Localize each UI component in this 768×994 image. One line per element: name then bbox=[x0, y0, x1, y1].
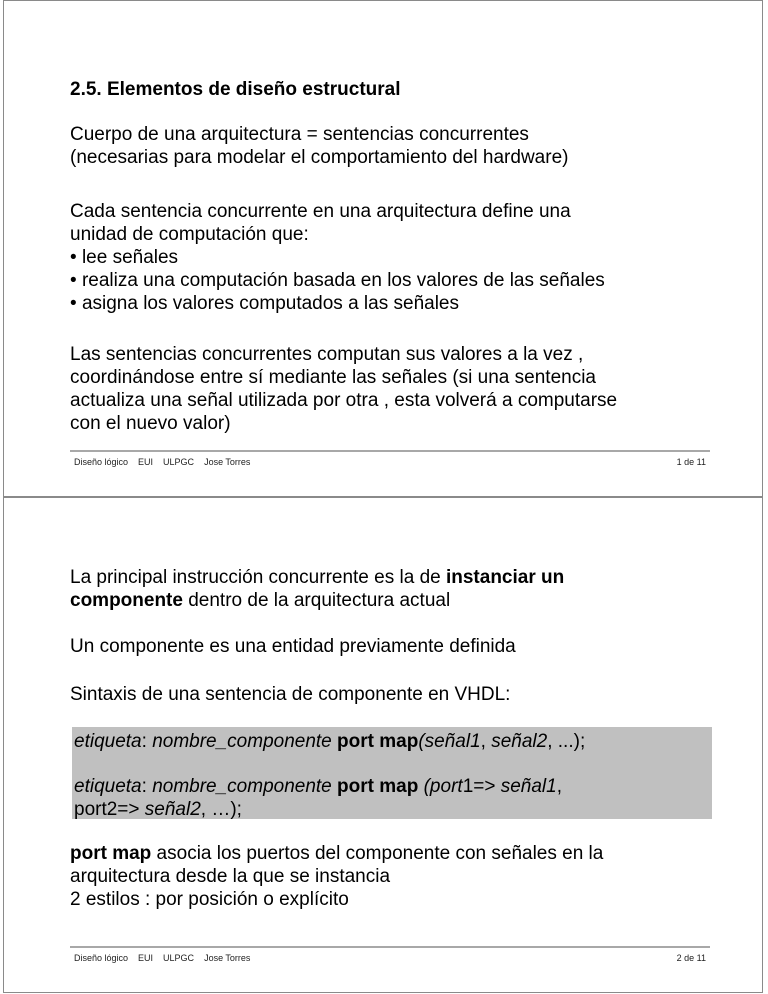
text-line: unidad de computación que: bbox=[70, 224, 309, 245]
paragraph: Sintaxis de una sentencia de componente en VHDL: bbox=[70, 684, 511, 705]
code-sep: : bbox=[141, 731, 153, 752]
text: asocia los puertos del componente con señales en la bbox=[151, 843, 604, 864]
text: dentro de la arquitectura actual bbox=[182, 590, 451, 611]
code-name: nombre_componente bbox=[152, 731, 332, 752]
text-line: coordinándose entre sí mediante las señales (si una sentencia bbox=[70, 367, 596, 388]
text-line: Cuerpo de una arquitectura = sentencias concurrentes bbox=[70, 124, 529, 145]
paragraph bbox=[70, 123, 710, 169]
paragraph bbox=[70, 566, 710, 612]
code-sep: : bbox=[141, 776, 153, 797]
code-arrow: 1=> bbox=[462, 776, 501, 797]
bullet-item bbox=[70, 292, 710, 315]
bold-text: instanciar un bbox=[445, 567, 565, 588]
text-line: con el nuevo valor) bbox=[70, 413, 231, 434]
page-number: 1 de 11 bbox=[676, 457, 706, 467]
slide-title: 2.5. Elementos de diseño estructural bbox=[70, 79, 401, 100]
bullet-text: realiza una computación basada en los valores de las señales bbox=[81, 270, 605, 291]
code-arg: señal2 bbox=[144, 799, 201, 820]
footer-school: EUI bbox=[138, 457, 154, 467]
code-keyword: port map bbox=[331, 731, 419, 752]
paragraph bbox=[70, 200, 710, 315]
bullet-icon: • bbox=[70, 293, 77, 314]
syntax-box bbox=[72, 727, 712, 819]
code-port: port2=> bbox=[74, 799, 145, 820]
bullet-text: asigna los valores computados a las señales bbox=[81, 293, 459, 314]
code-name: nombre_componente bbox=[152, 776, 332, 797]
text-line: (necesarias para modelar el comportamiento del hardware) bbox=[70, 147, 569, 168]
code-sep: , bbox=[480, 731, 492, 752]
footer-course: Diseño lógico bbox=[74, 457, 129, 467]
bullet-icon: • bbox=[70, 270, 77, 291]
bold-text: componente bbox=[70, 590, 183, 611]
bold-text: port map bbox=[70, 843, 152, 864]
bullet-text: lee señales bbox=[81, 247, 179, 268]
text-line: arquitectura desde la que se instancia bbox=[70, 866, 391, 887]
code-label: etiqueta bbox=[74, 776, 142, 797]
code-label: etiqueta bbox=[74, 731, 142, 752]
bullet-icon: • bbox=[70, 247, 77, 268]
code-port: (port bbox=[423, 776, 463, 797]
footer-divider bbox=[70, 946, 710, 948]
text-line: actualiza una señal utilizada por otra , esta volverá a computarse bbox=[70, 390, 618, 411]
code-arg: señal2 bbox=[491, 731, 548, 752]
footer bbox=[74, 457, 706, 467]
text: La principal instrucción concurrente es la de bbox=[70, 567, 446, 588]
text-line: Las sentencias concurrentes computan sus valores a la vez , bbox=[70, 344, 584, 365]
paragraph bbox=[70, 842, 710, 911]
syntax-explicit bbox=[74, 775, 710, 798]
paragraph bbox=[70, 343, 710, 435]
footer-university: ULPGC bbox=[163, 953, 195, 963]
text-line: 2 estilos : por posición o explícito bbox=[70, 889, 349, 910]
syntax-explicit-cont bbox=[74, 798, 710, 821]
code-rest: , …); bbox=[200, 799, 242, 820]
footer-school: EUI bbox=[138, 953, 154, 963]
footer-author: Jose Torres bbox=[204, 953, 251, 963]
code-arg: (señal1 bbox=[418, 731, 481, 752]
footer-university: ULPGC bbox=[163, 457, 195, 467]
code-rest: , ...); bbox=[547, 731, 586, 752]
paragraph: Un componente es una entidad previamente definida bbox=[70, 636, 516, 657]
footer-author: Jose Torres bbox=[204, 457, 251, 467]
bullet-item bbox=[70, 269, 710, 292]
footer bbox=[74, 953, 706, 963]
code-arg: señal1 bbox=[500, 776, 557, 797]
footer-divider bbox=[70, 450, 710, 452]
footer-course: Diseño lógico bbox=[74, 953, 129, 963]
code-sep: , bbox=[556, 776, 563, 797]
bullet-item bbox=[70, 246, 710, 269]
text-line: Cada sentencia concurrente en una arquitectura define una bbox=[70, 201, 571, 222]
page-number: 2 de 11 bbox=[676, 953, 706, 963]
code-keyword: port map bbox=[331, 776, 419, 797]
syntax-positional bbox=[74, 730, 710, 753]
